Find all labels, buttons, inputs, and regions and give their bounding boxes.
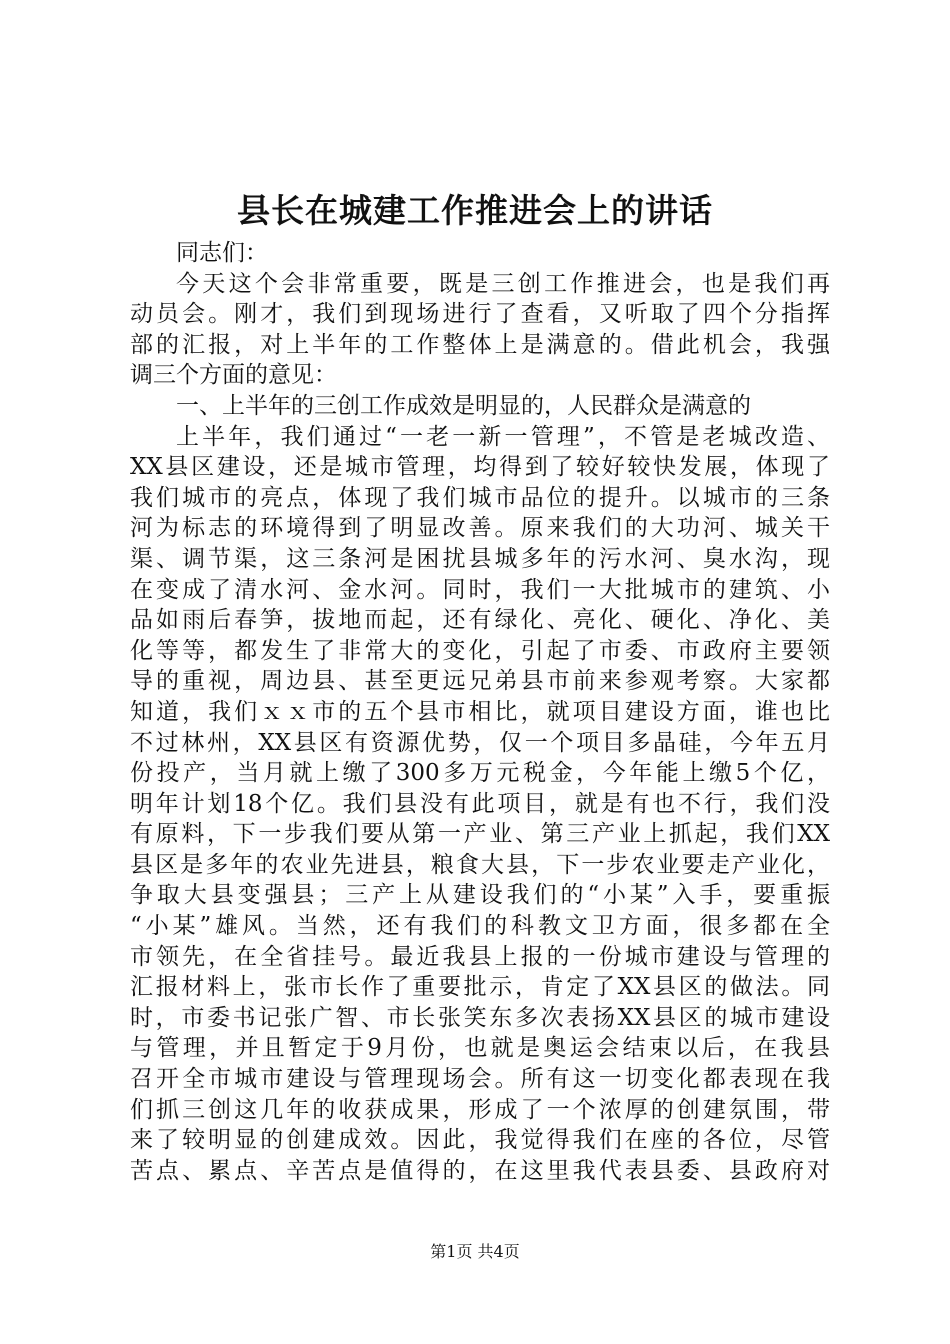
body-line: 明年计划18个亿。我们县没有此项目，就是有也不行，我们没 — [130, 790, 830, 817]
body-line: 们抓三创这几年的收获成果，形成了一个浓厚的创建氛围，带 — [130, 1096, 830, 1123]
body-line: 县区是多年的农业先进县，粮食大县，下一步农业要走产业化， — [130, 851, 830, 878]
body-line: 与管理，并且暂定于9月份，也就是奥运会结束以后，在我县 — [130, 1035, 830, 1062]
body-line: XX县区建设，还是城市管理，均得到了较好较快发展，体现了 — [130, 454, 830, 481]
body-line: 河为标志的环境得到了明显改善。原来我们的大功河、城关干 — [130, 515, 830, 542]
body-line: 汇报材料上，张市长作了重要批示，肯定了XX县区的做法。同 — [130, 974, 830, 1001]
body-line: 化等等，都发生了非常大的变化，引起了市委、市政府主要领 — [130, 637, 830, 664]
body-line: 一、上半年的三创工作成效是明显的，人民群众是满意的 — [176, 392, 751, 419]
body-line: 时，市委书记张广智、市长张笑东多次表扬XX县区的城市建设 — [130, 1004, 830, 1031]
body-line: 动员会。刚才，我们到现场进行了查看，又听取了四个分指挥 — [130, 301, 830, 328]
document-body — [130, 238, 830, 1186]
body-line: 苦点、累点、辛苦点是值得的，在这里我代表县委、县政府对 — [130, 1157, 830, 1184]
body-line: 知道，我们ｘｘ市的五个县市相比，就项目建设方面，谁也比 — [130, 698, 830, 725]
page-number-footer: 第1页 共4页 — [430, 1242, 520, 1261]
body-line: 今天这个会非常重要，既是三创工作推进会，也是我们再 — [176, 270, 830, 297]
document-title: 县长在城建工作推进会上的讲话 — [237, 191, 713, 230]
body-line: 调三个方面的意见： — [130, 362, 337, 389]
body-line: 来了较明显的创建成效。因此，我觉得我们在座的各位，尽管 — [130, 1127, 830, 1154]
body-line: 有原料，下一步我们要从第一产业、第三产业上抓起，我们XX — [130, 821, 830, 848]
body-line: 争取大县变强县；三产上从建设我们的“小某”入手，要重振 — [130, 882, 830, 909]
body-line: 在变成了清水河、金水河。同时，我们一大批城市的建筑、小 — [130, 576, 830, 603]
body-line: 市领先，在全省挂号。最近我县上报的一份城市建设与管理的 — [130, 943, 830, 970]
body-line: 渠、调节渠，这三条河是困扰县城多年的污水河、臭水沟，现 — [130, 545, 830, 572]
body-line: 不过林州，XX县区有资源优势，仅一个项目多晶硅，今年五月 — [130, 729, 830, 756]
body-line: 品如雨后春笋，拔地而起，还有绿化、亮化、硬化、净化、美 — [130, 607, 830, 634]
body-line: 部的汇报，对上半年的工作整体上是满意的。借此机会，我强 — [130, 331, 830, 358]
body-line: 份投产，当月就上缴了300多万元税金，今年能上缴5个亿， — [130, 760, 830, 787]
body-line: 同志们： — [176, 240, 268, 266]
body-line: 上半年，我们通过“一老一新一管理”，不管是老城改造、 — [176, 423, 830, 450]
body-line: “小某”雄风。当然，还有我们的科教文卫方面，很多都在全 — [130, 913, 830, 940]
body-line: 召开全市城市建设与管理现场会。所有这一切变化都表现在我 — [130, 1066, 830, 1093]
body-line: 导的重视，周边县、甚至更远兄弟县市前来参观考察。大家都 — [130, 668, 830, 695]
body-line: 我们城市的亮点，体现了我们城市品位的提升。以城市的三条 — [130, 484, 830, 511]
